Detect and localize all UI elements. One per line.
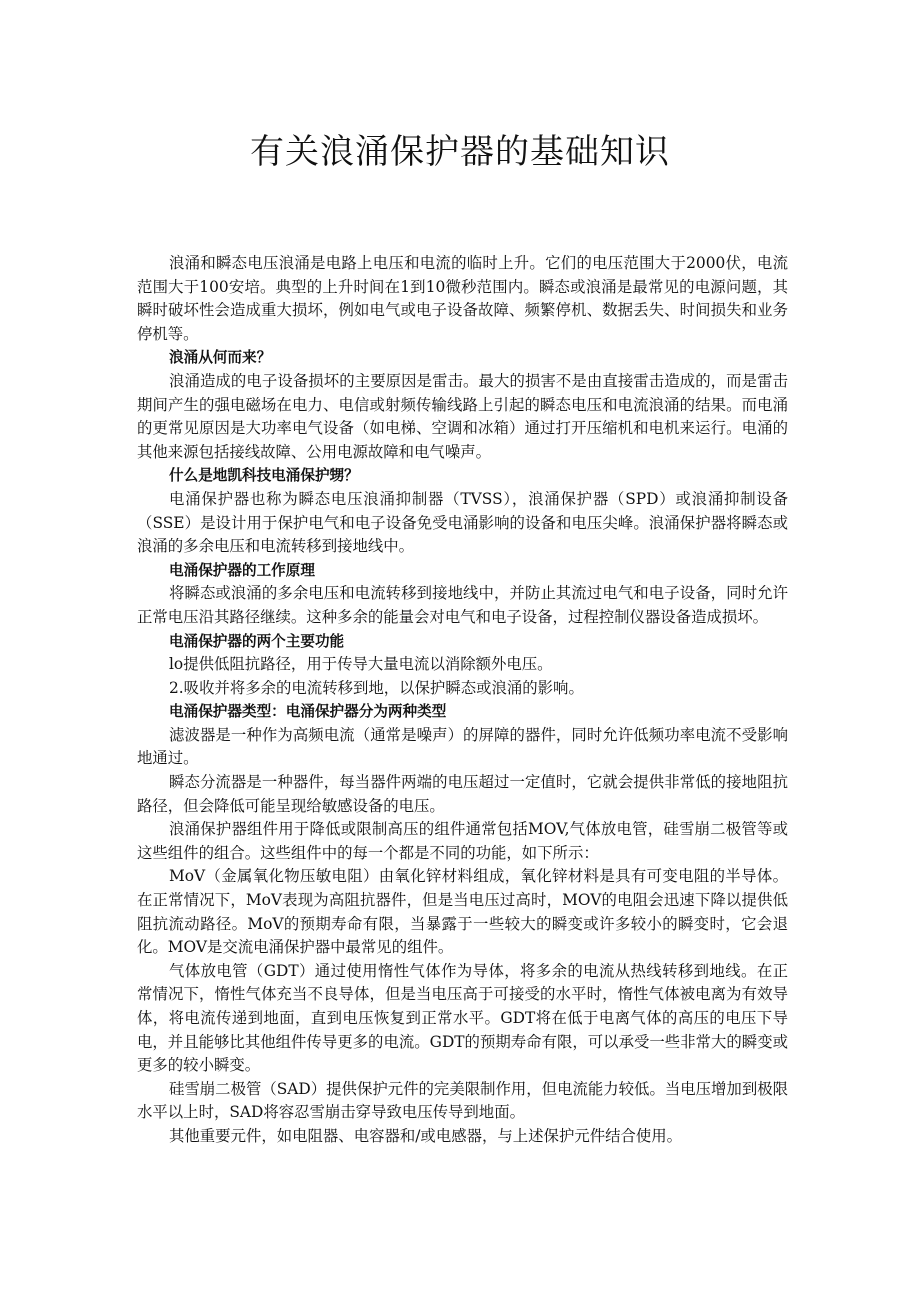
list-item: lo提供低阻抗路径，用于传导大量电流以消除额外电压。: [169, 655, 553, 674]
paragraph: 瞬态分流器是一种器件，每当器件两端的电压超过一定值时，它就会提供非常低的接地阻抗路径，但会降低可能呈现给敏感设备的电压。: [137, 773, 788, 815]
section-heading: 什么是地凯科技电涌保护甥？: [169, 467, 359, 485]
list-item: 2.吸收并将多余的电流转移到地，以保护瞬态或浪涌的影响。: [169, 678, 584, 697]
paragraph: 浪涌造成的电子设备损坏的主要原因是雷击。最大的损害不是由直接雷击造成的，而是雷击期间产生的强电磁场在电力、电信或射频传输线路上引起的瞬态电压和电流浪涌的结果。而电涌的更常见原因是大功率电气设备（如电梯、空调和冰箱）通过打开压缩机和电机来运行。电涌的其他来源包括接线故障、公用电源故障和电气噪声。: [137, 371, 788, 461]
paragraph: 其他重要元件，如电阻器、电容器和/或电感器，与上述保护元件结合使用。: [169, 1126, 683, 1145]
paragraph: 硅雪崩二极管（SAD）提供保护元件的完美限制作用，但电流能力较低。当电压增加到极限水平以上时，SAD将容忍雪崩击穿导致电压传导到地面。: [137, 1079, 788, 1122]
paragraph: 将瞬态或浪涌的多余电压和电流转移到接地线中，并防止其流过电气和电子设备，同时允许正常电压沿其路径继续。这种多余的能量会对电气和电子设备，过程控制仪器设备造成损坏。: [137, 584, 788, 626]
document-body: [137, 252, 788, 1149]
paragraph: 电涌保护器也称为瞬态电压浪涌抑制器（TVSS），浪涌保护器（SPD）或浪涌抑制设备（SSE）是设计用于保护电气和电子设备免受电涌影响的设备和电压尖峰。浪涌保护器将瞬态或浪涌的多余电压和电流转移到接地线中。: [137, 489, 788, 556]
paragraph: 滤波器是一种作为高频电流（通常是噪声）的屏障的器件，同时允许低频功率电流不受影响地通过。: [137, 725, 788, 768]
section-heading: 浪涌从何而来？: [169, 349, 272, 367]
section-heading: 电涌保护器的工作原理: [169, 561, 315, 579]
page-title: 有关浪涌保护器的基础知识: [250, 132, 670, 172]
section-heading: 电涌保护器的两个主要功能: [169, 632, 345, 650]
section-heading: 电涌保护器类型：电涌保护器分为两种类型: [169, 703, 447, 721]
paragraph: MoV（金属氧化物压敏电阻）由氧化锌材料组成，氧化锌材料是具有可变电阻的半导体。在正常情况下，MoV表现为高阻抗器件，但是当电压过高时，MOV的电阻会迅速下降以提供低阻抗流动路径。MoV的预期寿命有限，当暴露于一些较大的瞬变或许多较小的瞬变时，它会退化。MOV是交流电涌保护器中最常见的组件。: [137, 867, 788, 957]
paragraph: 浪涌和瞬态电压浪涌是电路上电压和电流的临时上升。它们的电压范围大于2000伏，电流范围大于100安培。典型的上升时间在1到10微秒范围内。瞬态或浪涌是最常见的电源问题，其瞬时破坏性会造成重大损坏，例如电气或电子设备故障、频繁停机、数据丢失、时间损失和业务停机等。: [137, 254, 788, 343]
paragraph: 浪涌保护器组件用于降低或限制高压的组件通常包括MOV,气体放电管，硅雪崩二极管等或这些组件的组合。这些组件中的每一个都是不同的功能，如下所示：: [137, 820, 788, 862]
paragraph: 气体放电管（GDT）通过使用惰性气体作为导体，将多余的电流从热线转移到地线。在正常情况下，惰性气体充当不良导体，但是当电压高于可接受的水平时，惰性气体被电离为有效导体，将电流传递到地面，直到电压恢复到正常水平。GDT将在低于电离气体的高压的电压下导电，并且能够比其他组件传导更多的电流。GDT的预期寿命有限，可以承受一些非常大的瞬变或更多的较小瞬变。: [137, 961, 788, 1075]
